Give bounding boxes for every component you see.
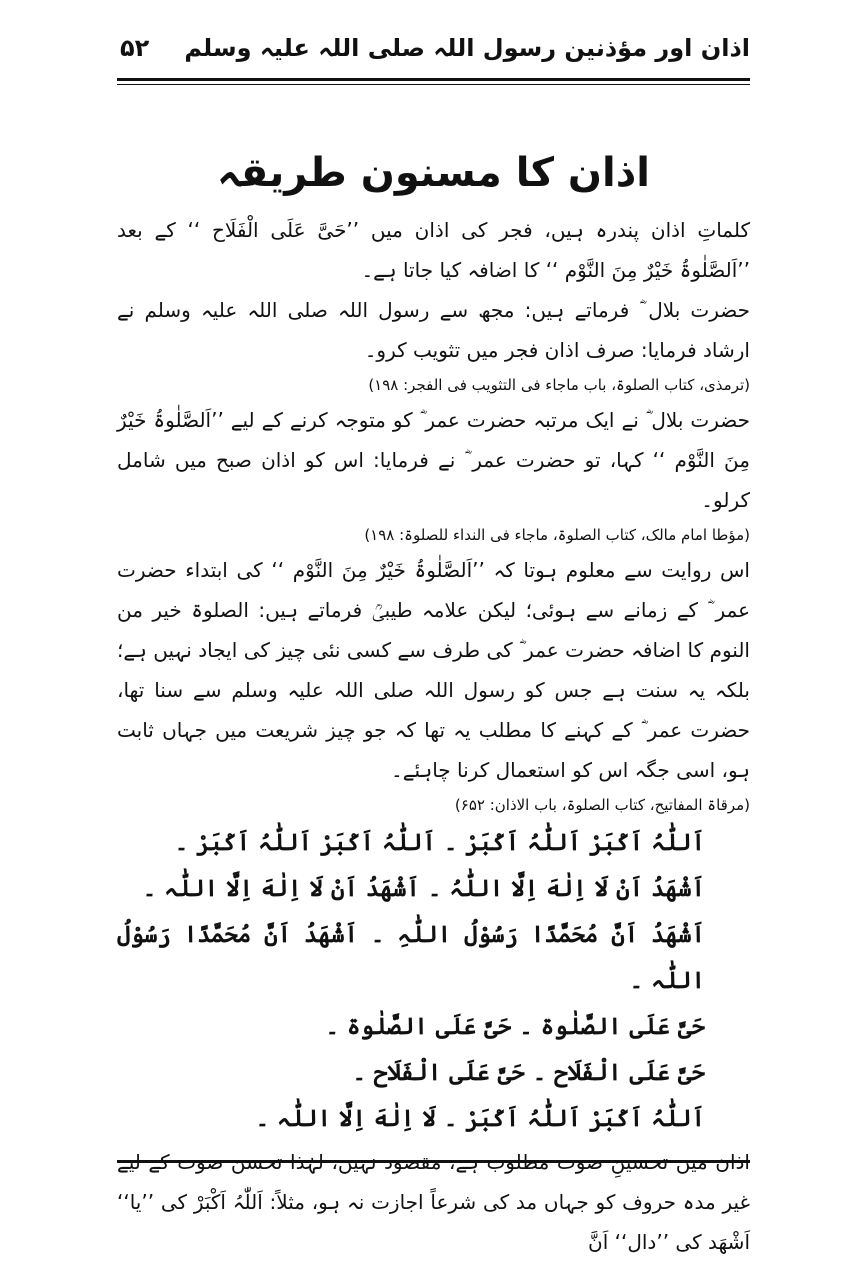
adhan-line: اَشْهَدُ اَنَّ مُحَمَّدًا رَسُوْلُ اللّٰہِ ۔ اَشْهَدُ اَنَّ مُحَمَّدًا رَسُوْلُ اللّٰہ ۔: [117, 921, 705, 994]
paragraph-closing: اذان میں تحسینِ صوت مطلوب ہے، مقصود نہیں، لہٰذا تحسن صوت کے لیے غیر مدہ حروف کو جہاں مد کی شرعاً اجازت نہ ہو، مثلاً: اَللّٰہُ اَکْبَرْ کی ’’یا‘‘ اَشْهَد کی ’’دال‘‘ اَنَّ: [117, 1150, 750, 1254]
footer-rule: [117, 1160, 750, 1163]
paragraph-intro: کلماتِ اذان پندرہ ہیں، فجر کی اذان میں ’’حَیَّ عَلَی الْفَلَاح ‘‘ کے بعد ’’اَلصَّلٰوۃُ خَیْرٌ مِنَ النَّوْم ‘‘ کا اضافہ کیا جاتا ہے۔: [117, 218, 750, 282]
paragraph-commentary: اس روایت سے معلوم ہوتا کہ ’’اَلصَّلٰوۃُ خَیْرٌ مِنَ النَّوْم ‘‘ کی ابتداء حضرت عمر ؓ کے زمانے سے ہوئی؛ لیکن علامہ طیبیؒ فرماتے ہیں: الصلوۃ خیر من النوم کا اضافہ حضرت عمر ؓ کی طرف سے کسی نئی چیز کی ایجاد نہیں ہے؛ بلکہ یہ سنت ہے جس کو رسول اللہ صلی اللہ علیہ وسلم سے سنا تھا، حضرت عمر ؓ کے کہنے کا مطلب یہ تھا کہ جو چیز شریعت میں جہاں ثابت ہو، اسی جگہ اس کو استعمال کرنا چاہئے۔: [117, 558, 750, 782]
header-rule-thin: [117, 84, 750, 85]
main-text: [117, 210, 750, 1262]
section-heading: اذان کا مسنون طریقہ: [217, 150, 650, 196]
adhan-line: حَیَّ عَلَی الْفَلَاح ۔ حَیَّ عَلَی الْفَلَاح ۔: [352, 1059, 705, 1086]
reference-tirmidhi: (ترمذی، کتاب الصلوۃ، باب ماجاء فی التثویب فی الفجر: ۱۹۸): [368, 376, 750, 394]
adhan-line: اَللّٰہُ اَکْبَرْ اَللّٰہُ اَکْبَرْ ۔ لَا اِلٰهَ اِلَّا اللّٰہ ۔: [255, 1105, 705, 1132]
running-title: اذان اور مؤذنین رسول اللہ صلی اللہ علیہ وسلم: [184, 34, 750, 62]
adhan-line: اَللّٰہُ اَکْبَرْ اَللّٰہُ اَکْبَرْ ۔ اَللّٰہُ اَکْبَرْ اَللّٰہُ اَکْبَرْ ۔: [174, 829, 705, 856]
header-rule: [117, 78, 750, 81]
page-number: ۵۲: [120, 34, 150, 62]
paragraph-umar: حضرت بلال ؓ نے ایک مرتبہ حضرت عمر ؓ کو متوجہ کرنے کے لیے ’’اَلصَّلٰوۃُ خَیْرٌ مِنَ النَّوْم ‘‘ کہا، تو حضرت عمر ؓ نے فرمایا: اس کو اذان صبح میں شامل کرلو۔: [117, 408, 750, 512]
reference-muwatta: (مؤطا امام مالک، کتاب الصلوۃ، ماجاء فی النداء للصلوۃ: ۱۹۸): [364, 526, 750, 544]
reference-mirqat: (مرقاۃ المفاتیح، کتاب الصلوۃ، باب الاذان: ۶۵۲): [454, 796, 750, 814]
adhan-line: اَشْهَدُ اَنْ لَا اِلٰهَ اِلَّا اللّٰہُ ۔ اَشْهَدُ اَنْ لَا اِلٰهَ اِلَّا اللّٰہ ۔: [142, 875, 705, 902]
adhan-line: حَیَّ عَلَی الصَّلٰوۃ ۔ حَیَّ عَلَی الصَّلٰوۃ ۔: [325, 1013, 705, 1040]
page-header: [120, 30, 750, 70]
paragraph-bilal-hadith: حضرت بلال ؓ فرماتے ہیں: مجھ سے رسول اللہ صلی اللہ علیہ وسلم نے ارشاد فرمایا: صرف اذان فجر میں تثویب کرو۔: [117, 298, 750, 362]
